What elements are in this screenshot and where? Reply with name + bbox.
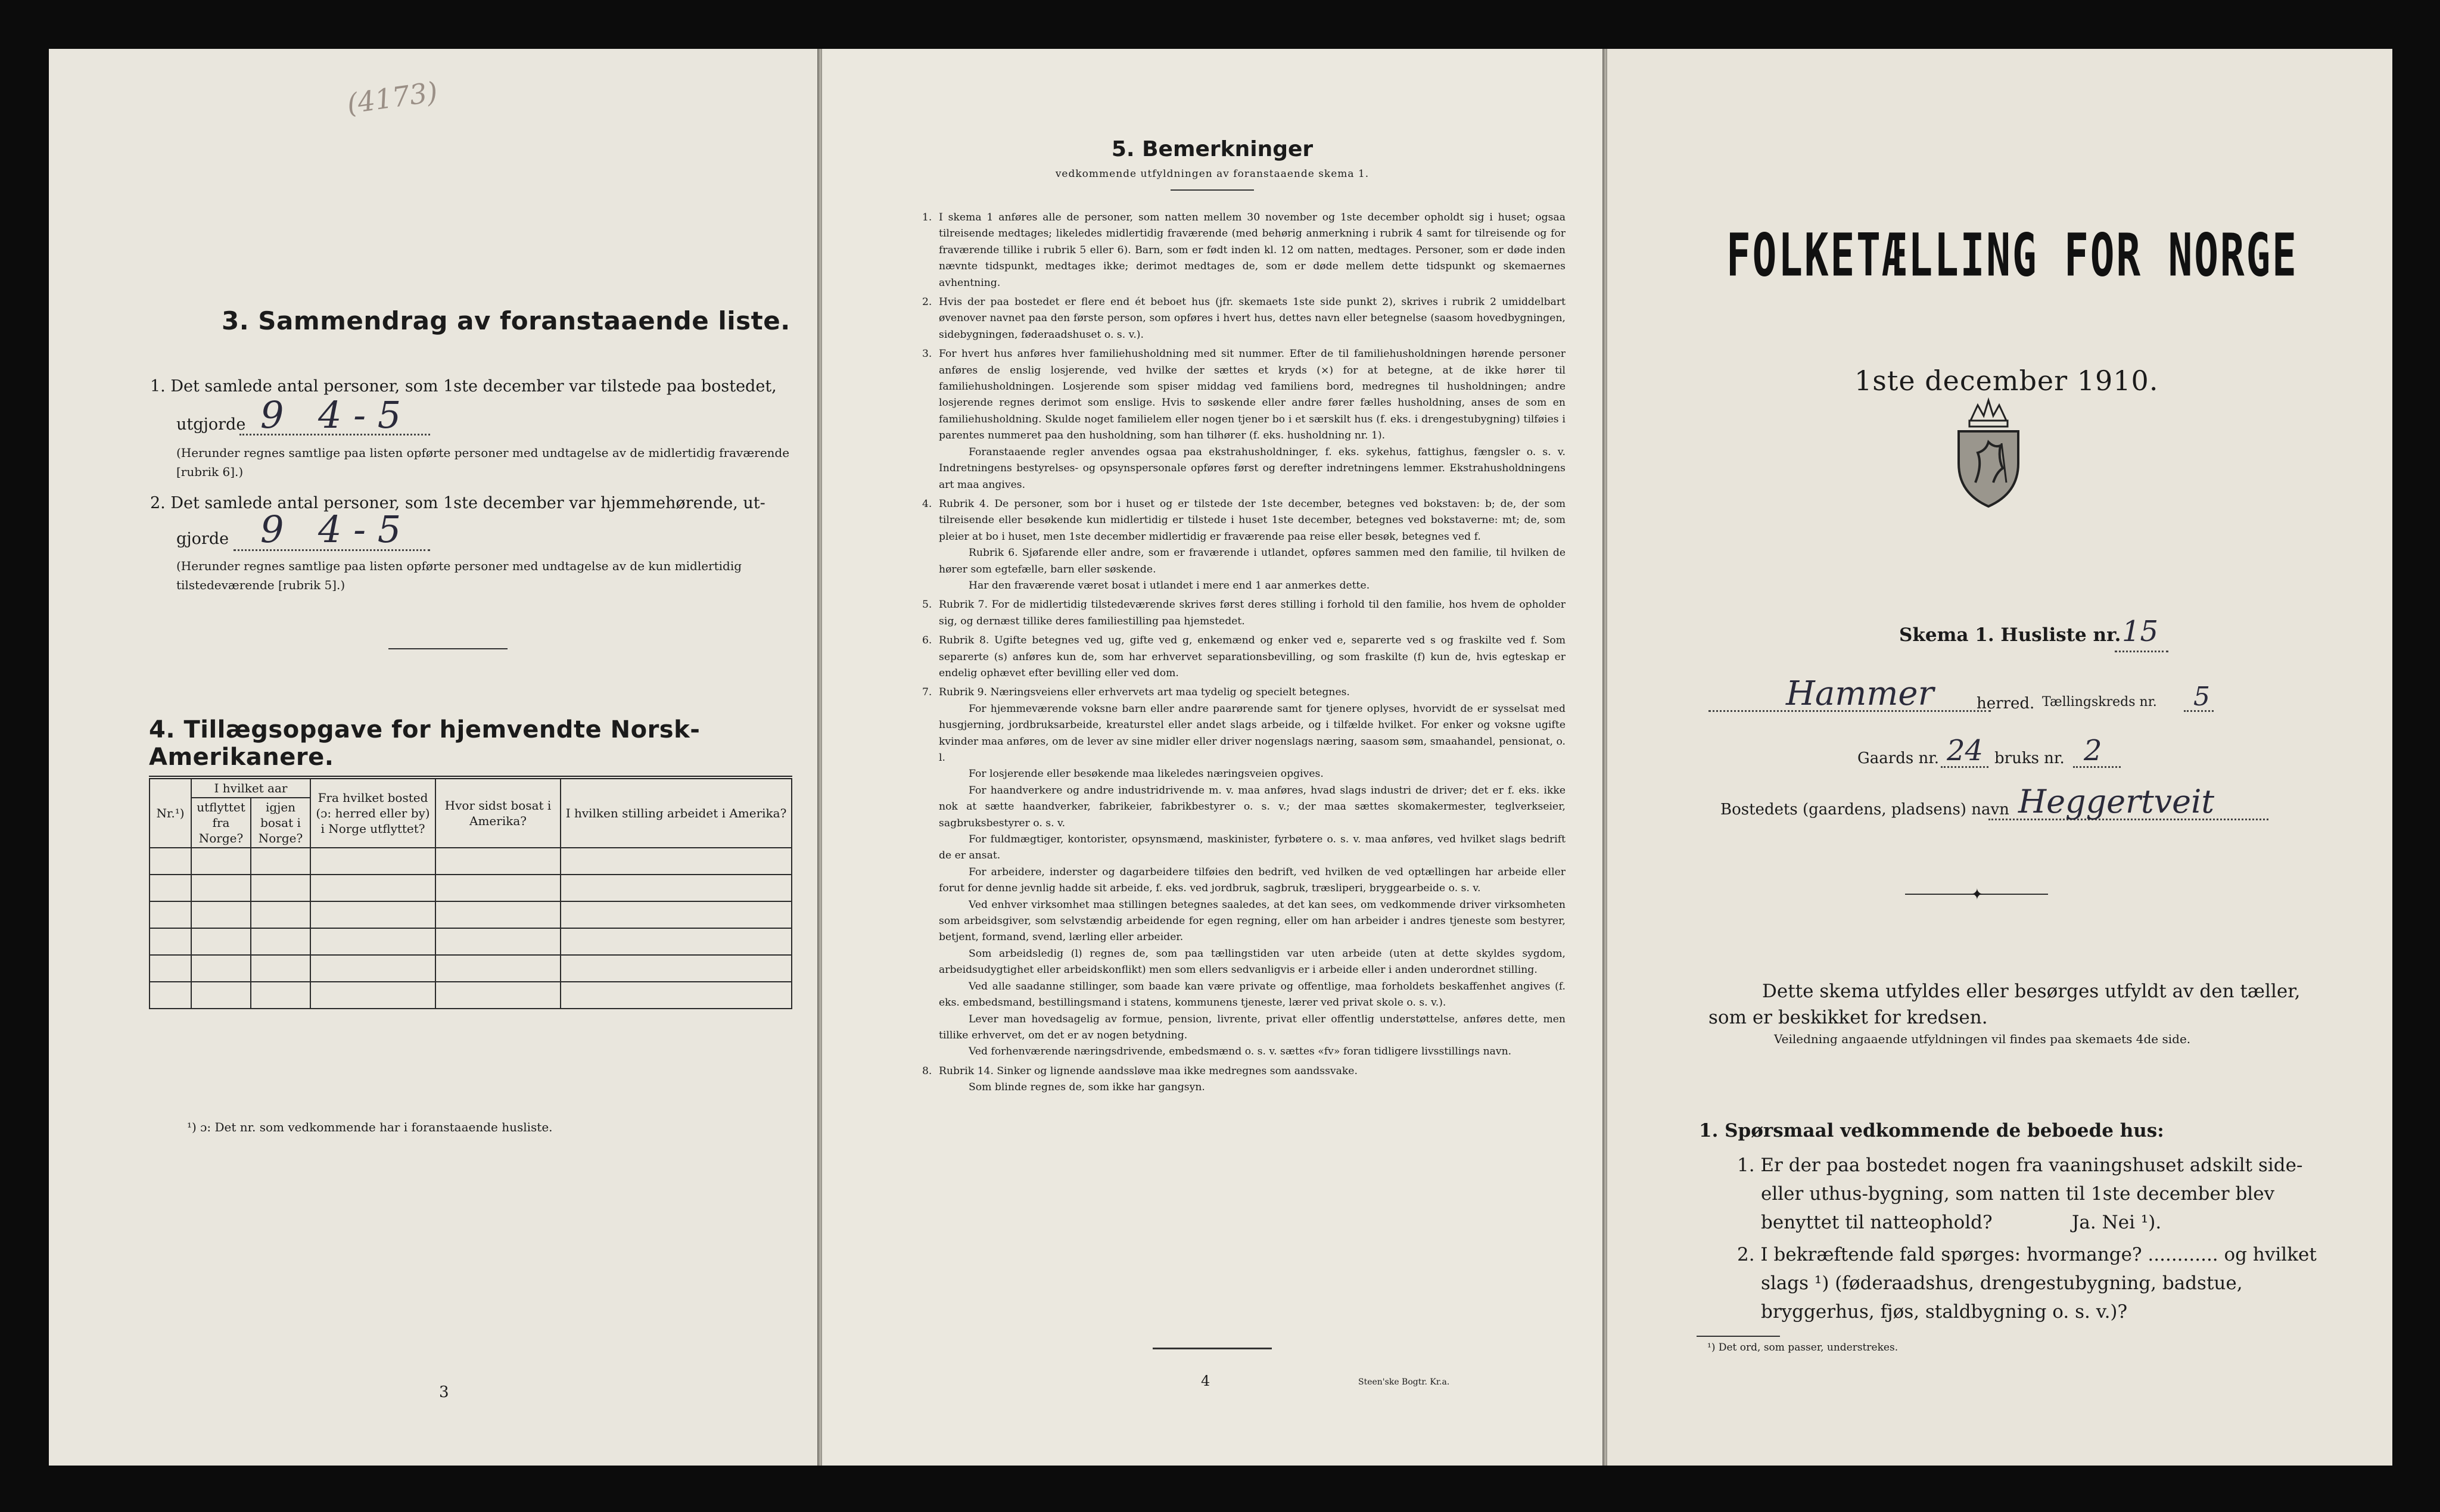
col-hvor-bosat: Hvor sidst bosat i Amerika? xyxy=(435,777,561,848)
summary-item-2-value: 9 xyxy=(260,508,284,551)
page-number: 3 xyxy=(439,1383,449,1401)
bemerkninger-title: 5. Bemerkninger xyxy=(1111,137,1314,161)
end-rule xyxy=(1153,1348,1272,1349)
remark-2: 2. Hvis der paa bostedet er flere end ét beboet hus (jfr. skemaets 1ste side punkt 2), skrives i rubrik 2 umiddelbart øvenover navnet paa den første person, som opføres i hvert hus, dettes navn eller betegnelse (saasom hovedbygningen, sidebygningen, føderaadshuset o. s. v.). xyxy=(922,296,1566,341)
table-row xyxy=(150,928,792,955)
herred-value: Hammer xyxy=(1786,674,1934,713)
page-4 xyxy=(822,49,1602,1466)
gaards-label: Gaards nr. xyxy=(1857,749,1940,767)
remarks-body xyxy=(922,210,1566,1099)
summary-item-2-line1: 2. Det samlede antal personer, som 1ste december var hjemmehørende, ut- xyxy=(150,494,765,512)
section-3-title: 3. Sammendrag av foranstaaende liste. xyxy=(222,306,790,335)
col-igjen-bosat: igjen bosat i Norge? xyxy=(251,798,310,848)
remark-4: 4. Rubrik 4. De personer, som bor i huset og er tilstede der 1ste december, betegnes ved bokstaven: b; de, der som tilreisende eller besøkende kun midlertidig er tilstede i huset 1ste december, betegnes ved bokstaverne: mt; de, som pleier at bo i huset, men 1ste december midlertidig er fraværende paa reise eller besøk, betegnes ved f. Rubrik 6. Sjøfarende eller andre, som er fraværende i utlandet, opføres sammen med den familie, til hvilken de hører som egtefælle, barn eller søskende. Har den fraværende været bosat i utlandet i mere end 1 aar anmerkes dette. xyxy=(922,497,1566,592)
table-row xyxy=(150,875,792,901)
remark-6: 6. Rubrik 8. Ugifte betegnes ved ug, gifte ved g, enkemænd og enker ved e, separerte ved s og fraskilte ved f. Som separerte (s) anføres kun de, som har erhvervet separationsbevilling, og som fraskilte (f) kun de, hvis egteskap er endelig ophævet efter bevilling eller ved dom. xyxy=(922,634,1566,679)
col-stilling: I hvilken stilling arbeidet i Amerika? xyxy=(561,777,792,848)
remark-7: 7. Rubrik 9. Næringsveiens eller erhvervets art maa tydelig og specielt betegnes. For hjemmeværende voksne barn eller andre paarørende samt for tjenere oplyses, hvorvidt de er sysselsat med husgjerning, jordbruksarbeide, kreaturstel eller andet slags arbeide, og i tilfælde hvilket. For enker og voksne ugifte kvinder maa anføres, om de lever av sine midler eller driver nogenslags næring, saasom søm, smaahandel, pensionat, o. l. For losjerende eller besøkende maa likeledes næringsveien opgives. For haandverkere og andre industridrivende m. v. maa anføres, hvad slags industri de driver; det er f. eks. ikke nok at sætte haandverker, fabrikeier, fabrikbestyrer o. s. v.; der maa sættes skomakermester, teglverkseier, sagbruksbestyrer o. s. v. For fuldmægtiger, kontorister, opsynsmænd, maskinister, fyrbøtere o. s. v. maa anføres, ved hvilket slags bedrift de er ansat. For arbeidere, inderster og dagarbeidere tilføies den bedrift, ved hvilken de ved optællingen har arbeide eller forut for denne jevnlig hadde sit arbeide, f. eks. ved jordbruk, sagbruk, træsliperi, bryggearbeide o. s. v. Ved enhver virksomhet maa stillingen betegnes saaledes, at det kan sees, om vedkommende driver virksomheten som arbeidsgiver, som selvstændig arbeidende for egen regning, eller om han arbeider i andres tjeneste som bestyrer, betjent, formand, svend, lærling eller arbeider. Som arbeidsledig (l) regnes de, som paa tællingstiden var uten arbeide (uten at dette skyldes sygdom, arbeidsudygtighet eller arbeidskonflikt) men som ellers sedvanligvis er i arbeide eller i anden underordnet stilling. Ved alle saadanne stillinger, som baade kan være private og offentlige, maa forholdets beskaffenhet angives (f. eks. embedsmand, bestillingsmand i statens, kommunens tjeneste, lærer ved privat skole o. s. v.). Lever man hovedsagelig av formue, pension, livrente, privat eller offentlig understøttelse, anføres dette, men tillike erhvervet, om det er av nogen betydning. Ved forhenværende næringsdrivende, embedsmænd o. s. v. sættes «fv» foran tidligere livsstillings navn. xyxy=(922,686,1566,1058)
intro-text: Dette skema utfyldes eller besørges utfyldt av den tæller, som er beskikket for kredsen. xyxy=(1708,981,2301,1028)
col-group-aar: I hvilket aar xyxy=(191,777,310,798)
herred-label: herred. xyxy=(1977,695,2035,713)
main-title: FOLKETÆLLING FOR NORGE xyxy=(1726,222,2298,290)
table-row xyxy=(150,982,792,1009)
summary-item-1-line1: 1. Det samlede antal personer, som 1ste december var tilstede paa bostedet, xyxy=(150,377,777,396)
bosted-value: Heggertveit xyxy=(2018,783,2215,820)
ornament-icon: ✦ xyxy=(1971,886,1984,904)
col-utflyttet: utflyttet fra Norge? xyxy=(191,798,251,848)
census-date: 1ste december 1910. xyxy=(1854,365,2159,397)
title-rule xyxy=(1171,189,1254,191)
page-number: 4 xyxy=(1201,1373,1210,1389)
col-fra-bosted: Fra hvilket bosted (ɔ: herred eller by) i Norge utflyttet? xyxy=(310,777,435,848)
table-footnote: ¹) ɔ: Det nr. som vedkommende har i foranstaaende husliste. xyxy=(187,1120,553,1134)
bruks-label: bruks nr. xyxy=(1994,749,2065,767)
veiledning-text: Veiledning angaaende utfyldningen vil findes paa skemaets 4de side. xyxy=(1774,1032,2191,1046)
kreds-nr: 5 xyxy=(2193,682,2210,712)
printer-mark: Steen'ske Bogtr. Kr.a. xyxy=(1358,1377,1450,1387)
col-nr: Nr.¹) xyxy=(150,777,191,848)
gaards-nr: 24 xyxy=(1947,734,1984,767)
remark-3: 3. For hvert hus anføres hver familiehusholdning med sit nummer. Efter de til familiehusholdningen hørende personer anføres de enslig losjerende, ved hvilke der sættes et kryds (×) for at betegne, at de ikke hører til familiehusholdningen. Losjerende som spiser middag ved familiens bord, medregnes til husholdningen; andre losjerende regnes derimot som enslige. Hvis to søskende eller andre fører fælles husholdning, anses de som en familiehusholdning. Skulde noget familielem eller nogen tjener bo i et særskilt hus (f. eks. i drengestubygning) tilføies i parentes nummeret paa den husholdning, som han tilhører (f. eks. husholdning nr. 1). Foranstaaende regler anvendes ogsaa paa ekstrahusholdninger, f. eks. sykehus, fattighus, fængsler o. s. v. Indretningens bestyrelses- og opsynspersonale opføres først og derefter indretningens lemmer. Ekstrahusholdningens art maa angives. xyxy=(922,348,1566,491)
margin-scribble: (4173) xyxy=(344,75,440,120)
summary-item-2-prefix: gjorde xyxy=(176,530,229,548)
summary-item-1-split: 4 - 5 xyxy=(318,393,402,437)
norwegian-coat-of-arms-icon xyxy=(1947,393,2030,512)
summary-item-1-value: 9 xyxy=(260,393,284,437)
section-4-title: 4. Tillægsopgave for hjemvendte Norsk-Amerikanere. xyxy=(149,716,701,771)
summary-item-2-note: (Herunder regnes samtlige paa listen opførte personer med undtagelse av de kun midlertidig tilstedeværende [rubrik 5].) xyxy=(176,559,742,592)
husliste-nr: 15 xyxy=(2122,615,2159,648)
table-row xyxy=(150,848,792,875)
husliste-dotline xyxy=(2115,651,2168,652)
footnote: ¹) Det ord, som passer, understrekes. xyxy=(1707,1342,1899,1354)
footnote-rule xyxy=(1697,1336,1780,1337)
bemerkninger-subtitle: vedkommende utfyldningen av foranstaaende skema 1. xyxy=(1055,168,1370,180)
kreds-label: Tællingskreds nr. xyxy=(2042,695,2157,710)
bosted-label: Bostedets (gaardens, pladsens) navn xyxy=(1720,801,2009,819)
page-3 xyxy=(49,49,817,1466)
skema-label: Skema 1. Husliste nr. xyxy=(1899,624,2121,646)
question-2: 2. I bekræftende fald spørges: hvormange? ............ og hvilket slags ¹) (føderaadshus, drengestubygning, badstue, bryggerhus, fjøs, staldbygning o. s. v.)? xyxy=(1737,1244,2317,1323)
summary-item-1-prefix: utgjorde xyxy=(176,415,246,434)
table-row xyxy=(150,955,792,982)
remark-8: 8. Rubrik 14. Sinker og lignende aandssløve maa ikke medregnes som aandssvake. Som blinde regnes de, som ikke har gangsyn. xyxy=(922,1065,1358,1094)
remark-1: 1. I skema 1 anføres alle de personer, som natten mellem 30 november og 1ste december opholdt sig i huset; ogsaa tilreisende medtages; likeledes midlertidig fraværende (med behørig anmerkning i rubrik 4 samt for tilreisende og for fraværende tillike i rubrik 5 eller 6). Barn, som er født inden kl. 12 om natten, medtages. Personer, som er døde inden nævnte tidspunkt, medtages ikke; derimot medtages de, som er døde mellem dette tidspunkt og skemaernes avhentning. xyxy=(922,211,1566,289)
summary-item-1-note: (Herunder regnes samtlige paa listen opførte personer med undtagelse av de midlertidig fraværende [rubrik 6].) xyxy=(176,446,790,479)
page-1 xyxy=(1607,49,2392,1466)
remark-5: 5. Rubrik 7. For de midlertidig tilstedeværende skrives først deres stilling i forhold til den familie, hos hvem de opholder sig, og dernæst tillike deres familiestilling paa hjemstedet. xyxy=(922,599,1566,627)
norsk-amerikanere-table xyxy=(149,776,792,1009)
table-row xyxy=(150,901,792,928)
question-heading: 1. Spørsmaal vedkommende de beboede hus: xyxy=(1699,1120,2164,1141)
summary-item-2-split: 4 - 5 xyxy=(318,508,402,551)
question-1-answer: Ja. Nei ¹). xyxy=(2072,1212,2162,1233)
bruks-nr: 2 xyxy=(2084,734,2102,767)
question-1: 1. Er der paa bostedet nogen fra vaaningshuset adskilt side- eller uthus-bygning, som natten til 1ste december blev benyttet til natteophold? xyxy=(1737,1155,2303,1233)
section-divider xyxy=(388,648,508,649)
